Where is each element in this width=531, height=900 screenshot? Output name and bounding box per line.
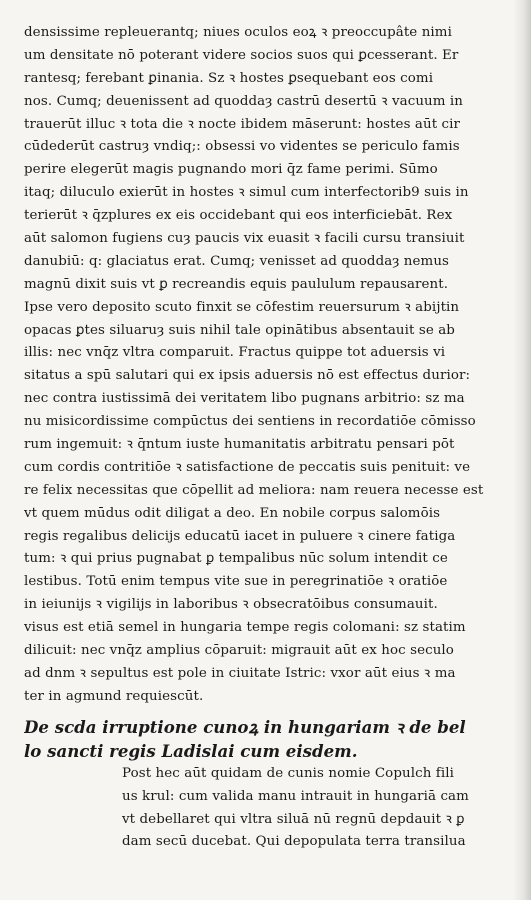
text-line: ter in agmund requiescūt.: [24, 688, 204, 704]
text-line: re felix necessitas que cōpellit ad meliora: nam reuera necesse est: [24, 482, 484, 498]
text-line: Post hec aūt quidam de cunis nomie Copulch fili: [122, 765, 455, 781]
text-line: densissime repleuerantq; niues oculos eoꝝ ꝛ preoccupâte nimi: [24, 25, 452, 40]
page-text: [24, 22, 512, 854]
text-line: visus est etiā semel in hungaria tempe regis colomani: sz statim: [24, 620, 466, 636]
text-line: us krul: cum valida manu intrauit in hungariā cam: [122, 788, 469, 804]
text-line: terierūt ꝛ q̄zplures ex eis occidebant qui eos interficiebāt. Rex: [24, 208, 453, 224]
text-line: lestibus. Totū enim tempus vite sue in peregrinatiōe ꝛ oratiōe: [24, 574, 448, 590]
text-line: dam secū ducebat. Qui depopulata terra transilua: [122, 834, 466, 850]
text-line: Ipse vero deposito scuto finxit se cōfestim reuersurum ꝛ abijtin: [24, 299, 460, 315]
text-line: in ieiunijs ꝛ vigilijs in laboribus ꝛ obsecratōibus consumauit.: [24, 597, 438, 613]
page-edge-shadow: [513, 0, 531, 900]
text-line: aūt salomon fugiens cuȝ paucis vix euasit ꝛ facili cursu transiuit: [24, 231, 465, 247]
text-line: cūdederūt castruȝ vndiq;: obsessi vo videntes se periculo famis: [24, 139, 460, 155]
text-line: illis: nec vnq̄z vltra comparuit. Fractus quippe tot aduersis vi: [24, 345, 446, 361]
text-line: nec contra iustissimā dei veritatem libo pugnans arbitrio: sz ma: [24, 391, 465, 407]
text-line: opacas ꝑtes siluaruȝ suis nihil tale opinātibus absentauit se ab: [24, 322, 455, 338]
text-line: danubiū: q: glaciatus erat. Cumq; venisset ad quoddaȝ nemus: [24, 253, 450, 269]
chapter-end-paragraph: [24, 22, 512, 709]
text-line: vt quem mūdus odit diligat a deo. En nobile corpus salomōis: [24, 505, 441, 521]
text-line: cum cordis contritiōe ꝛ satisfactione de peccatis suis penituit: ve: [24, 459, 471, 475]
text-line: dilicuit: nec vnq̄z amplius cōparuit: migrauit aūt ex hoc seculo: [24, 643, 454, 659]
text-line: tum: ꝛ qui prius pugnabat ꝑ tempalibus nūc solum intendit ce: [24, 551, 448, 567]
heading-line: De scda irruptione cunoꝝ in hungariam ꝛ de bel: [24, 716, 466, 737]
text-line: ad dnm ꝛ sepultus est pole in ciuitate Istric: vxor aūt eius ꝛ ma: [24, 665, 456, 681]
text-line: sitatus a spū salutari qui ex ipsis aduersis nō est effectus durior:: [24, 368, 471, 384]
text-line: rantesq; ferebant ꝑinania. Sz ꝛ hostes ꝑsequebant eos comi: [24, 70, 434, 86]
text-line: vt debellaret qui vltra siluā nū regnū depdauit ꝛ ꝑ: [122, 811, 465, 827]
chapter-heading: [24, 715, 512, 763]
text-line: itaq; diluculo exierūt in hostes ꝛ simul cum interfectorib9 suis in: [24, 185, 469, 201]
text-line: trauerūt illuc ꝛ tota die ꝛ nocte ibidem māserunt: hostes aūt cir: [24, 116, 461, 132]
text-line: regis regalibus delicijs educatū iacet in puluere ꝛ cinere fatiga: [24, 528, 456, 544]
text-line: magnū dixit suis vt ꝑ recreandis equis paululum repausarent.: [24, 276, 449, 292]
text-line: nu misicordissime compūctus dei sentiens in recordatiōe cōmisso: [24, 414, 476, 430]
text-line: nos. Cumq; deuenissent ad quoddaȝ castrū desertū ꝛ vacuum in: [24, 93, 464, 109]
text-line: rum ingemuit: ꝛ q̄ntum iuste humanitatis arbitratu pensari pōt: [24, 437, 455, 453]
heading-line: lo sancti regis Ladislai cum eisdem.: [24, 740, 358, 761]
text-line: um densitate nō poterant videre socios suos qui ꝑcesserant. Er: [24, 47, 459, 63]
text-line: perire elegerūt magis pugnando mori q̄z fame perimi. Sūmo: [24, 162, 438, 178]
chapter-start-paragraph: [24, 763, 512, 855]
